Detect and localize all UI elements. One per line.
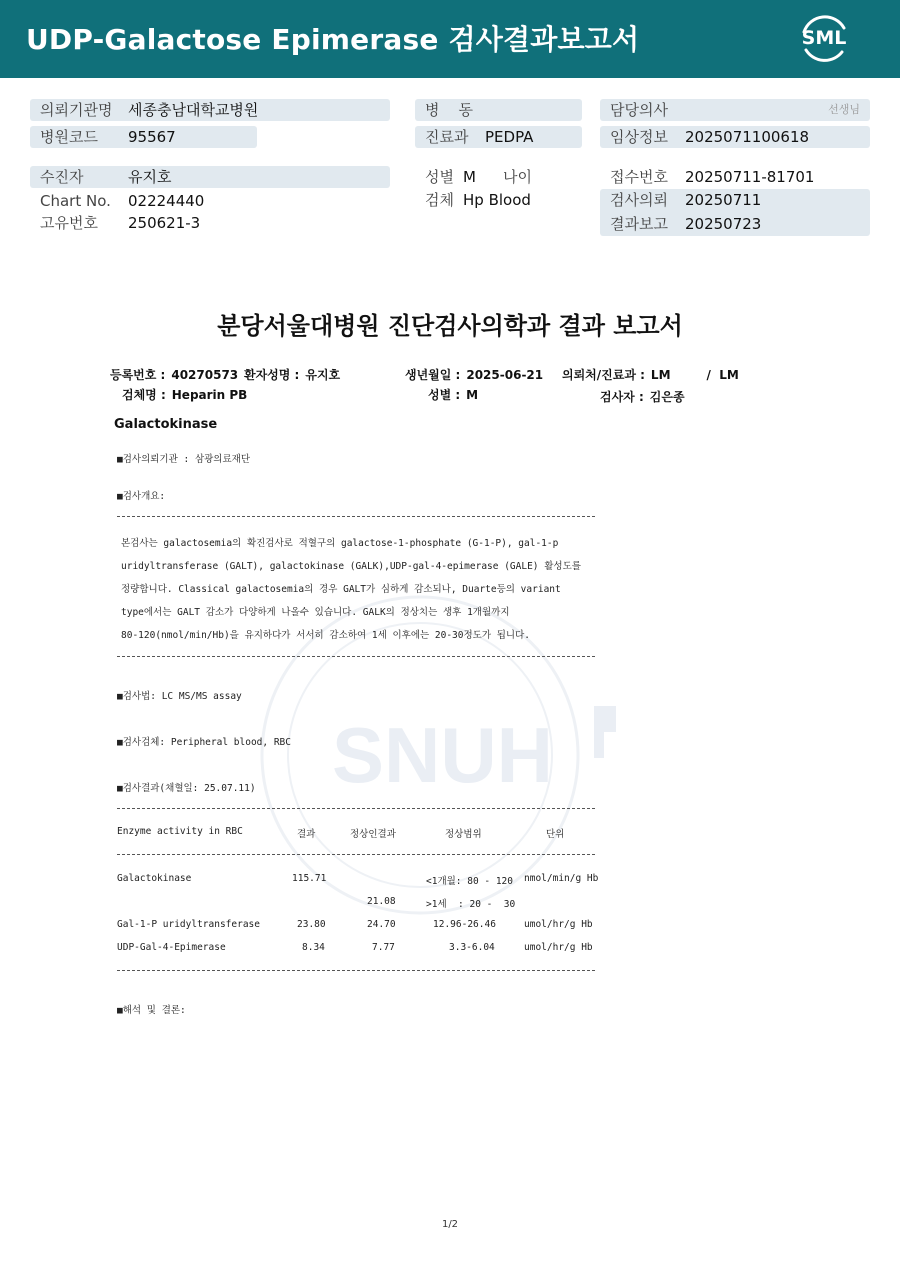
hospital-code-label: 병원코드 (40, 128, 98, 146)
clinical-info-label: 임상정보 (610, 128, 668, 146)
institution-label: 의뢰기관명 (40, 101, 113, 119)
receipt-no-field (600, 166, 870, 188)
specimen-value: Hp Blood (463, 191, 531, 209)
sml-logo (796, 12, 852, 66)
logo-text: SML (801, 27, 847, 49)
overview-line: type에서는 GALT 감소가 다양하게 나올수 있습니다. GALK의 정상치는 생후 1개월까지 (121, 607, 510, 618)
institution-value: 세종충남대학교병원 (128, 101, 259, 119)
overview-title: ■검사개요: (117, 491, 166, 502)
sex-label: 성별 (425, 168, 454, 186)
table-header-result: 결과 (297, 829, 316, 840)
reg-no-label: 등록번호 : (110, 368, 166, 382)
clinical-info-value: 2025071100618 (685, 128, 810, 146)
referral (562, 366, 739, 383)
specimen-field (415, 189, 595, 211)
hospital-code-value: 95567 (128, 128, 176, 146)
examiner-value: 김은종 (649, 390, 685, 404)
referral-label: 의뢰처/진료과 : (562, 368, 645, 382)
clinical-info-field (600, 126, 870, 148)
divider (117, 970, 595, 971)
patient-field (30, 166, 390, 188)
specimen-name (122, 386, 247, 403)
birth-date (405, 366, 543, 383)
row-name: UDP-Gal-4-Epimerase (117, 942, 226, 953)
ward-label: 병 동 (425, 101, 474, 119)
row-unit: nmol/min/g Hb (524, 873, 599, 884)
birth-value: 2025-06-21 (466, 368, 544, 382)
watermark-text: SNUH (332, 711, 554, 799)
department-value: PEDPA (485, 128, 534, 146)
request-date-label: 검사의뢰 (610, 191, 668, 209)
sex-age-field (415, 166, 595, 188)
reg-no-value: 40270573 (171, 368, 239, 382)
result-title: ■검사결과(채혈일: 25.07.11) (117, 783, 256, 794)
row-result: 115.71 (292, 873, 327, 884)
report-date-label: 결과보고 (610, 215, 668, 233)
examiner (600, 388, 685, 405)
specimen-label: 검체 (425, 191, 454, 209)
overview-line: 정량합니다. Classical galactosemia의 경우 GALT가 심하게 감소되나, Duarte등의 variant (121, 584, 561, 595)
row-range: 12.96-26.46 (433, 919, 496, 930)
referral-value: LM (650, 368, 671, 382)
receipt-no-value: 20250711-81701 (685, 168, 815, 186)
unique-no-field (30, 212, 390, 234)
institution-field (30, 99, 390, 121)
patient-value: 유지호 (128, 168, 172, 186)
header-bar (0, 0, 900, 78)
row-range: >1세 : 20 - 30 (426, 899, 516, 910)
specimen-name-label: 검체명 : (122, 388, 166, 402)
row-range: 3.3-6.04 (449, 942, 495, 953)
unique-no-label: 고유번호 (40, 214, 98, 232)
doctor-field (600, 99, 870, 121)
birth-label: 생년월일 : (405, 368, 461, 382)
sex-value: M (463, 168, 476, 186)
row-result: 23.80 (297, 919, 326, 930)
sample: ■검사검체: Peripheral blood, RBC (117, 737, 291, 748)
reg-no (110, 366, 238, 383)
table-header-unit: 단위 (546, 829, 565, 840)
table-header-normal: 정상인결과 (350, 829, 396, 840)
referral-dept: / LM (706, 368, 739, 382)
ward-field (415, 99, 582, 121)
divider (117, 656, 595, 657)
divider (117, 516, 595, 517)
section-heading: Galactokinase (114, 417, 218, 432)
overview-line: uridyltransferase (GALT), galactokinase (GALK),UDP-gal-4-epimerase (GALE) 활성도를 (121, 561, 581, 572)
row-result: 8.34 (302, 942, 325, 953)
department-label: 진료과 (425, 128, 469, 146)
row-range: <1개월: 80 - 120 (426, 876, 513, 887)
request-date-value: 20250711 (685, 191, 762, 209)
hospital-code-field (30, 126, 257, 148)
dates-field (600, 189, 870, 236)
interpretation: ■해석 및 결론: (117, 1005, 186, 1016)
row-unit: umol/hr/g Hb (524, 942, 593, 953)
row-name: Gal-1-P uridyltransferase (117, 919, 260, 930)
request-org: ■검사의뢰기관 : 삼광의료재단 (117, 454, 251, 465)
patient-name (244, 366, 340, 383)
row-name: Galactokinase (117, 873, 192, 884)
doctor-suffix: 선생님 (828, 103, 860, 116)
report-sex-label: 성별 : (428, 388, 461, 402)
method: ■검사법: LC MS/MS assay (117, 691, 242, 702)
row-unit: umol/hr/g Hb (524, 919, 593, 930)
row-normal: 7.77 (372, 942, 395, 953)
age-label: 나이 (503, 168, 532, 186)
chart-no-value: 02224440 (128, 192, 205, 210)
overview-line: 본검사는 galactosemia의 확진검사로 적혈구의 galactose-1-phosphate (G-1-P), gal-1-p (121, 538, 559, 549)
divider (117, 854, 595, 855)
report-date-value: 20250723 (685, 215, 762, 233)
patient-label: 수진자 (40, 168, 84, 186)
row-normal: 21.08 (367, 896, 396, 907)
report-sex (428, 386, 478, 403)
report-header-title: UDP-Galactose Epimerase 검사결과보고서 (26, 23, 640, 56)
patient-name-label: 환자성명 : (244, 368, 300, 382)
report-title: 분당서울대병원 진단검사의학과 결과 보고서 (217, 312, 683, 340)
specimen-name-value: Heparin PB (171, 388, 248, 402)
receipt-no-label: 접수번호 (610, 168, 668, 186)
chart-no-label: Chart No. (40, 192, 111, 210)
doctor-label: 담당의사 (610, 101, 668, 119)
department-field (415, 126, 582, 148)
chart-no-field (30, 190, 390, 212)
report-sex-value: M (466, 388, 479, 402)
patient-name-value: 유지호 (305, 368, 341, 382)
table-header-enzyme: Enzyme activity in RBC (117, 826, 243, 837)
unique-no-value: 250621-3 (128, 214, 201, 232)
divider (117, 808, 595, 809)
row-normal: 24.70 (367, 919, 396, 930)
overview-line: 80-120(nmol/min/Hb)을 유지하다가 서서히 감소하여 1세 이후에는 20-30정도가 됩니다. (121, 630, 530, 641)
table-header-range: 정상범위 (445, 829, 482, 840)
page-number: 1/2 (441, 1219, 459, 1230)
examiner-label: 검사자 : (600, 390, 644, 404)
